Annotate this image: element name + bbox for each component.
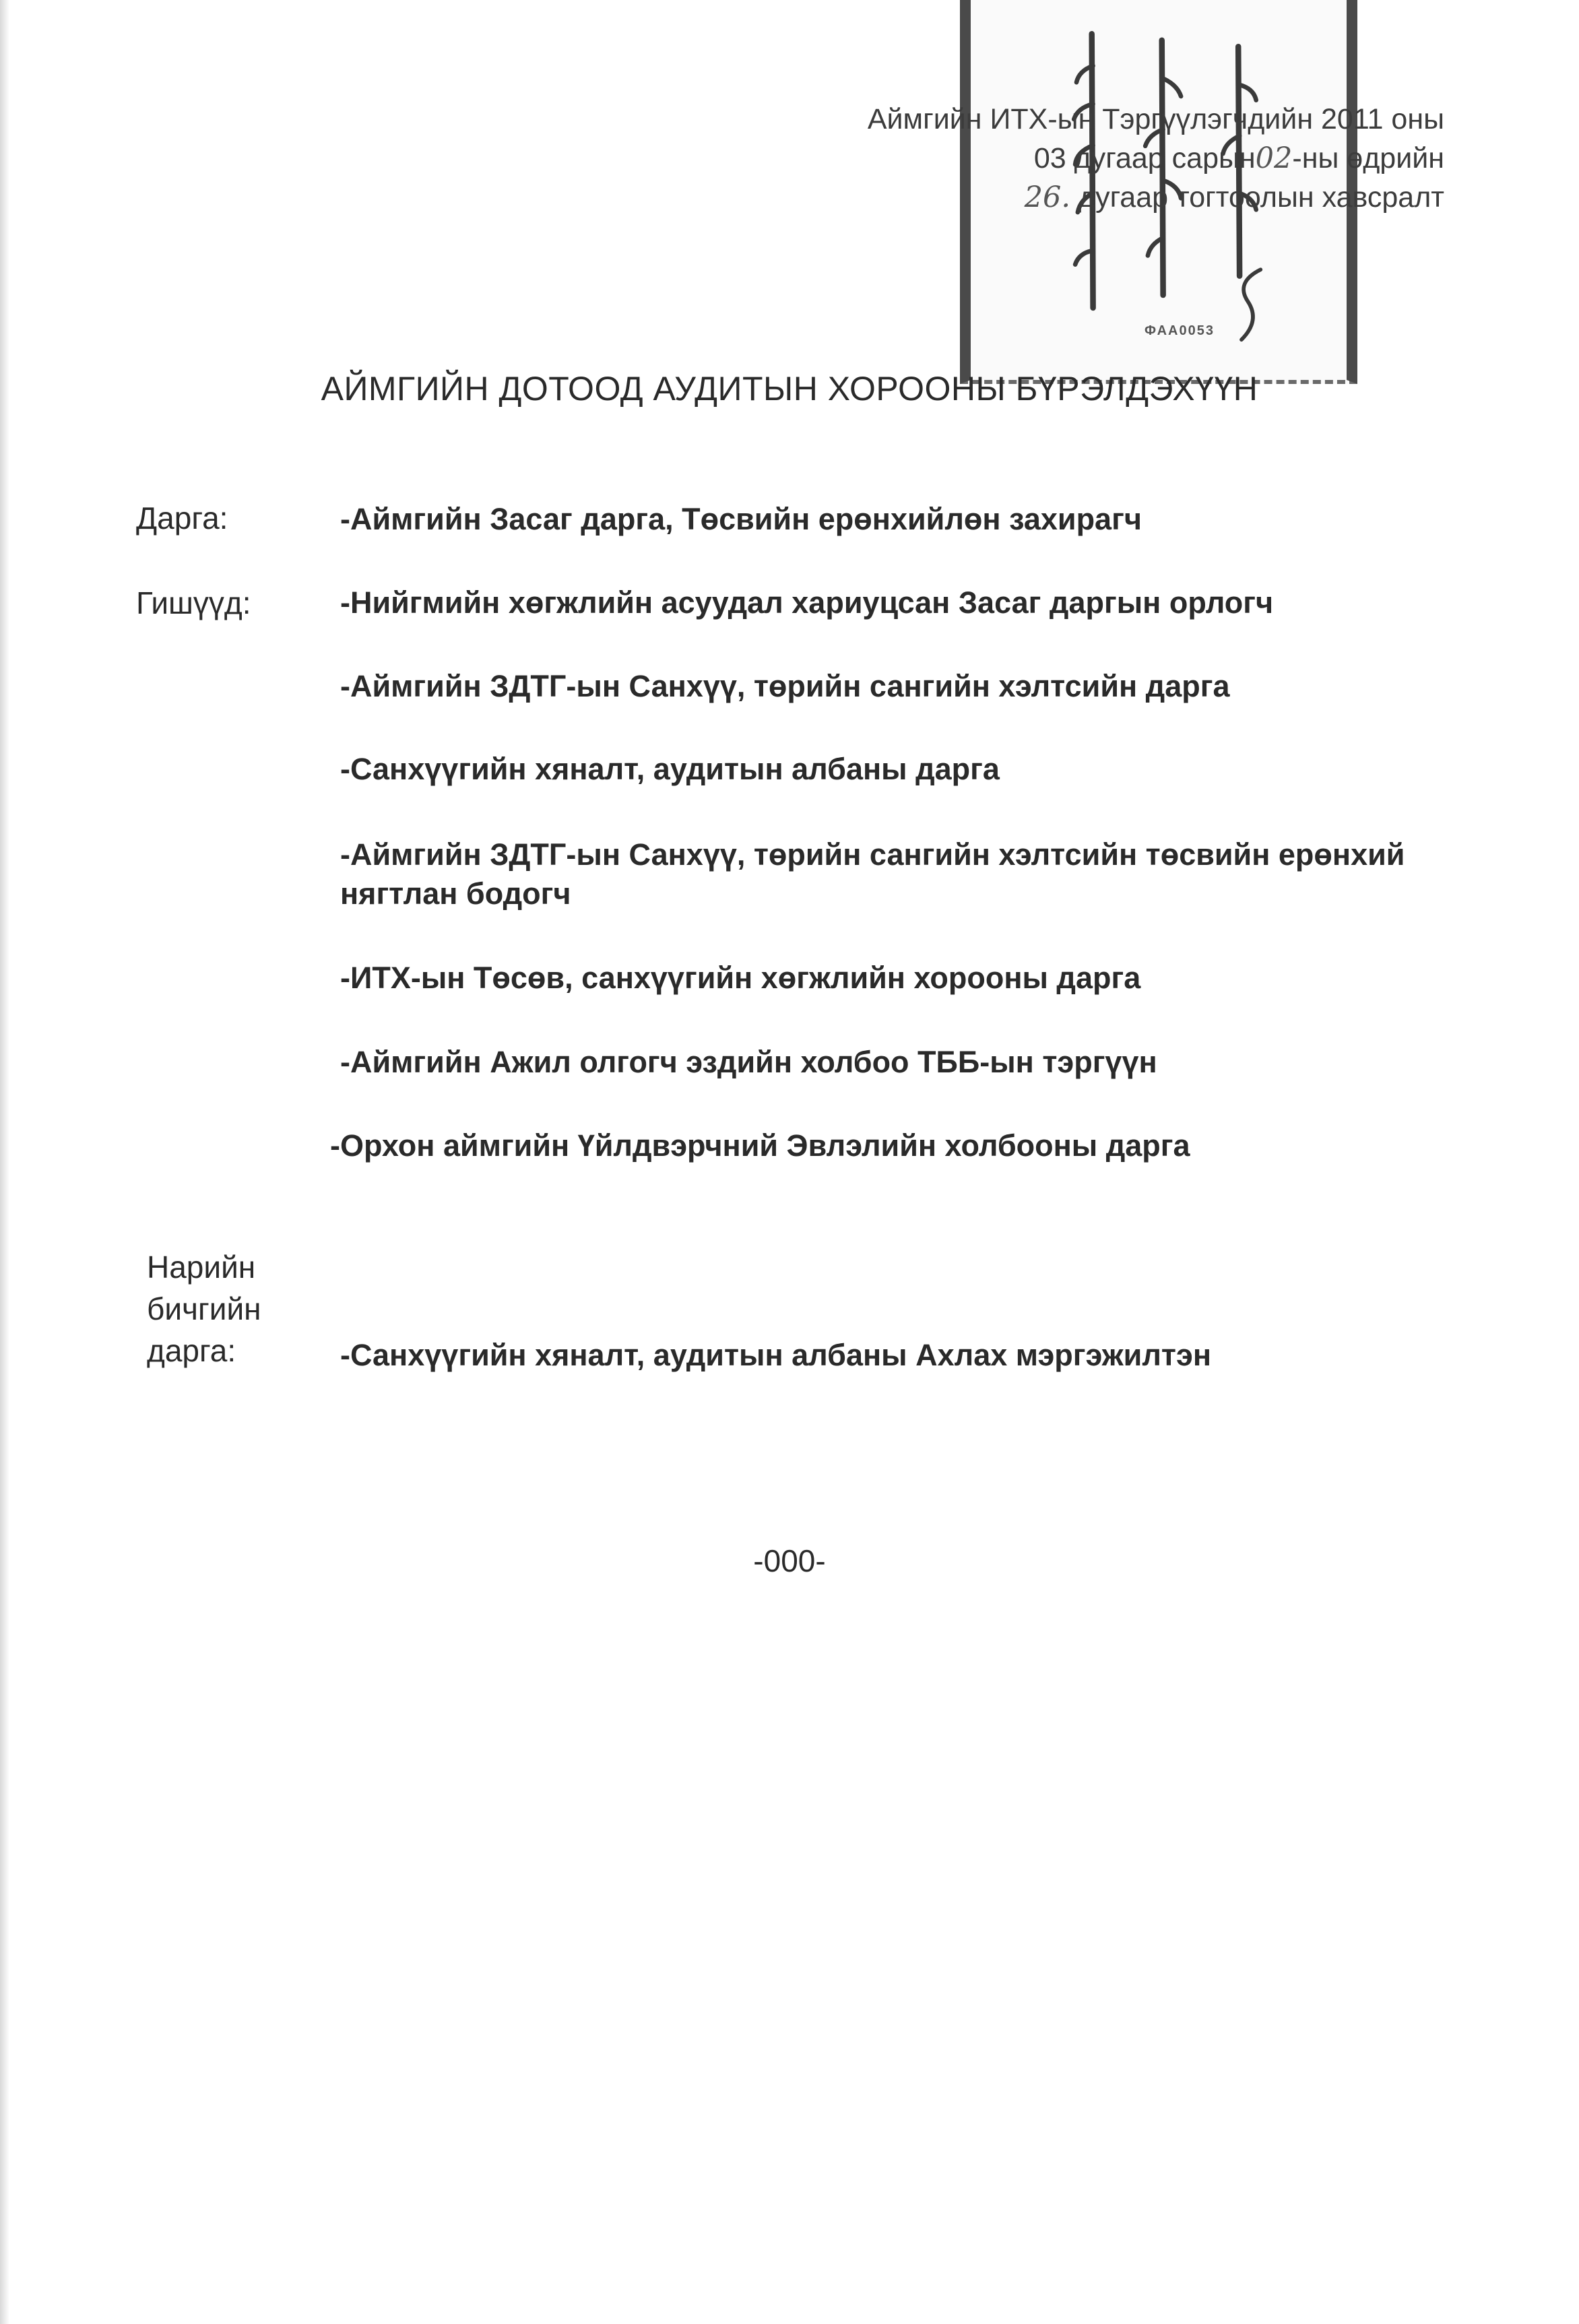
approval-header xyxy=(771,100,1444,217)
secretary-label xyxy=(147,1246,261,1371)
end-mark: -000- xyxy=(753,1543,826,1578)
approval-line-2-suffix: -ны өдрийн xyxy=(1292,142,1444,174)
member-item: -ИТХ-ын Төсөв, санхүүгийн хөгжлийн хорооны дарга xyxy=(340,961,1141,995)
member-item: -Аймгийн ЗДТГ-ын Санхүү, төрийн сангийн хэлтсийн төсвийн ерөнхий нягтлан бодогч xyxy=(340,837,1405,911)
member-item: -Аймгийн ЗДТГ-ын Санхүү, төрийн сангийн хэлтсийн дарга xyxy=(340,669,1230,703)
member-item: -Аймгийн Ажил олгогч эздийн холбоо ТББ-ын тэргүүн xyxy=(340,1045,1157,1079)
secretary-label-line: дарга: xyxy=(147,1333,236,1368)
approval-line-2-text: 03 дугаар сарын xyxy=(1033,142,1256,174)
handwritten-resolution-number: 26. xyxy=(1024,181,1071,214)
member-item: -Орхон аймгийн Үйлдвэрчний Эвлэлийн холбооны дарга xyxy=(330,1128,1190,1163)
chair-item: -Аймгийн Засаг дарга, Төсвийн ерөнхийлөн захирагч xyxy=(340,502,1142,536)
chair-label: Дарга: xyxy=(136,501,228,536)
secretary-label-line: Нарийн xyxy=(147,1250,256,1285)
secretary-label-line: бичгийн xyxy=(147,1291,261,1326)
scan-shadow xyxy=(0,0,9,2324)
member-item: -Нийгмийн хөгжлийн асуудал хариуцсан Засаг даргын орлогч xyxy=(340,585,1274,620)
secretary-item: -Санхүүгийн хяналт, аудитын албаны Ахлах мэргэжилтэн xyxy=(340,1338,1212,1372)
members-label: Гишүүд: xyxy=(136,585,251,620)
stamp-serial-number: ФАА0053 xyxy=(1145,323,1215,338)
approval-line-2 xyxy=(771,139,1444,178)
approval-line-3-text: дугаар тогтоолын хавсралт xyxy=(1070,181,1444,214)
approval-line-3 xyxy=(771,178,1444,217)
document-title: АЙМГИЙН ДОТООД АУДИТЫН ХОРООНЫ БҮРЭЛДЭХҮҮН xyxy=(321,370,1258,408)
handwritten-day: 02 xyxy=(1255,141,1293,175)
approval-line-1: Аймгийн ИТХ-ын Тэргүүлэгчдийн 2011 оны xyxy=(867,103,1444,135)
member-item: -Санхүүгийн хяналт, аудитын албаны дарга xyxy=(340,752,1000,786)
